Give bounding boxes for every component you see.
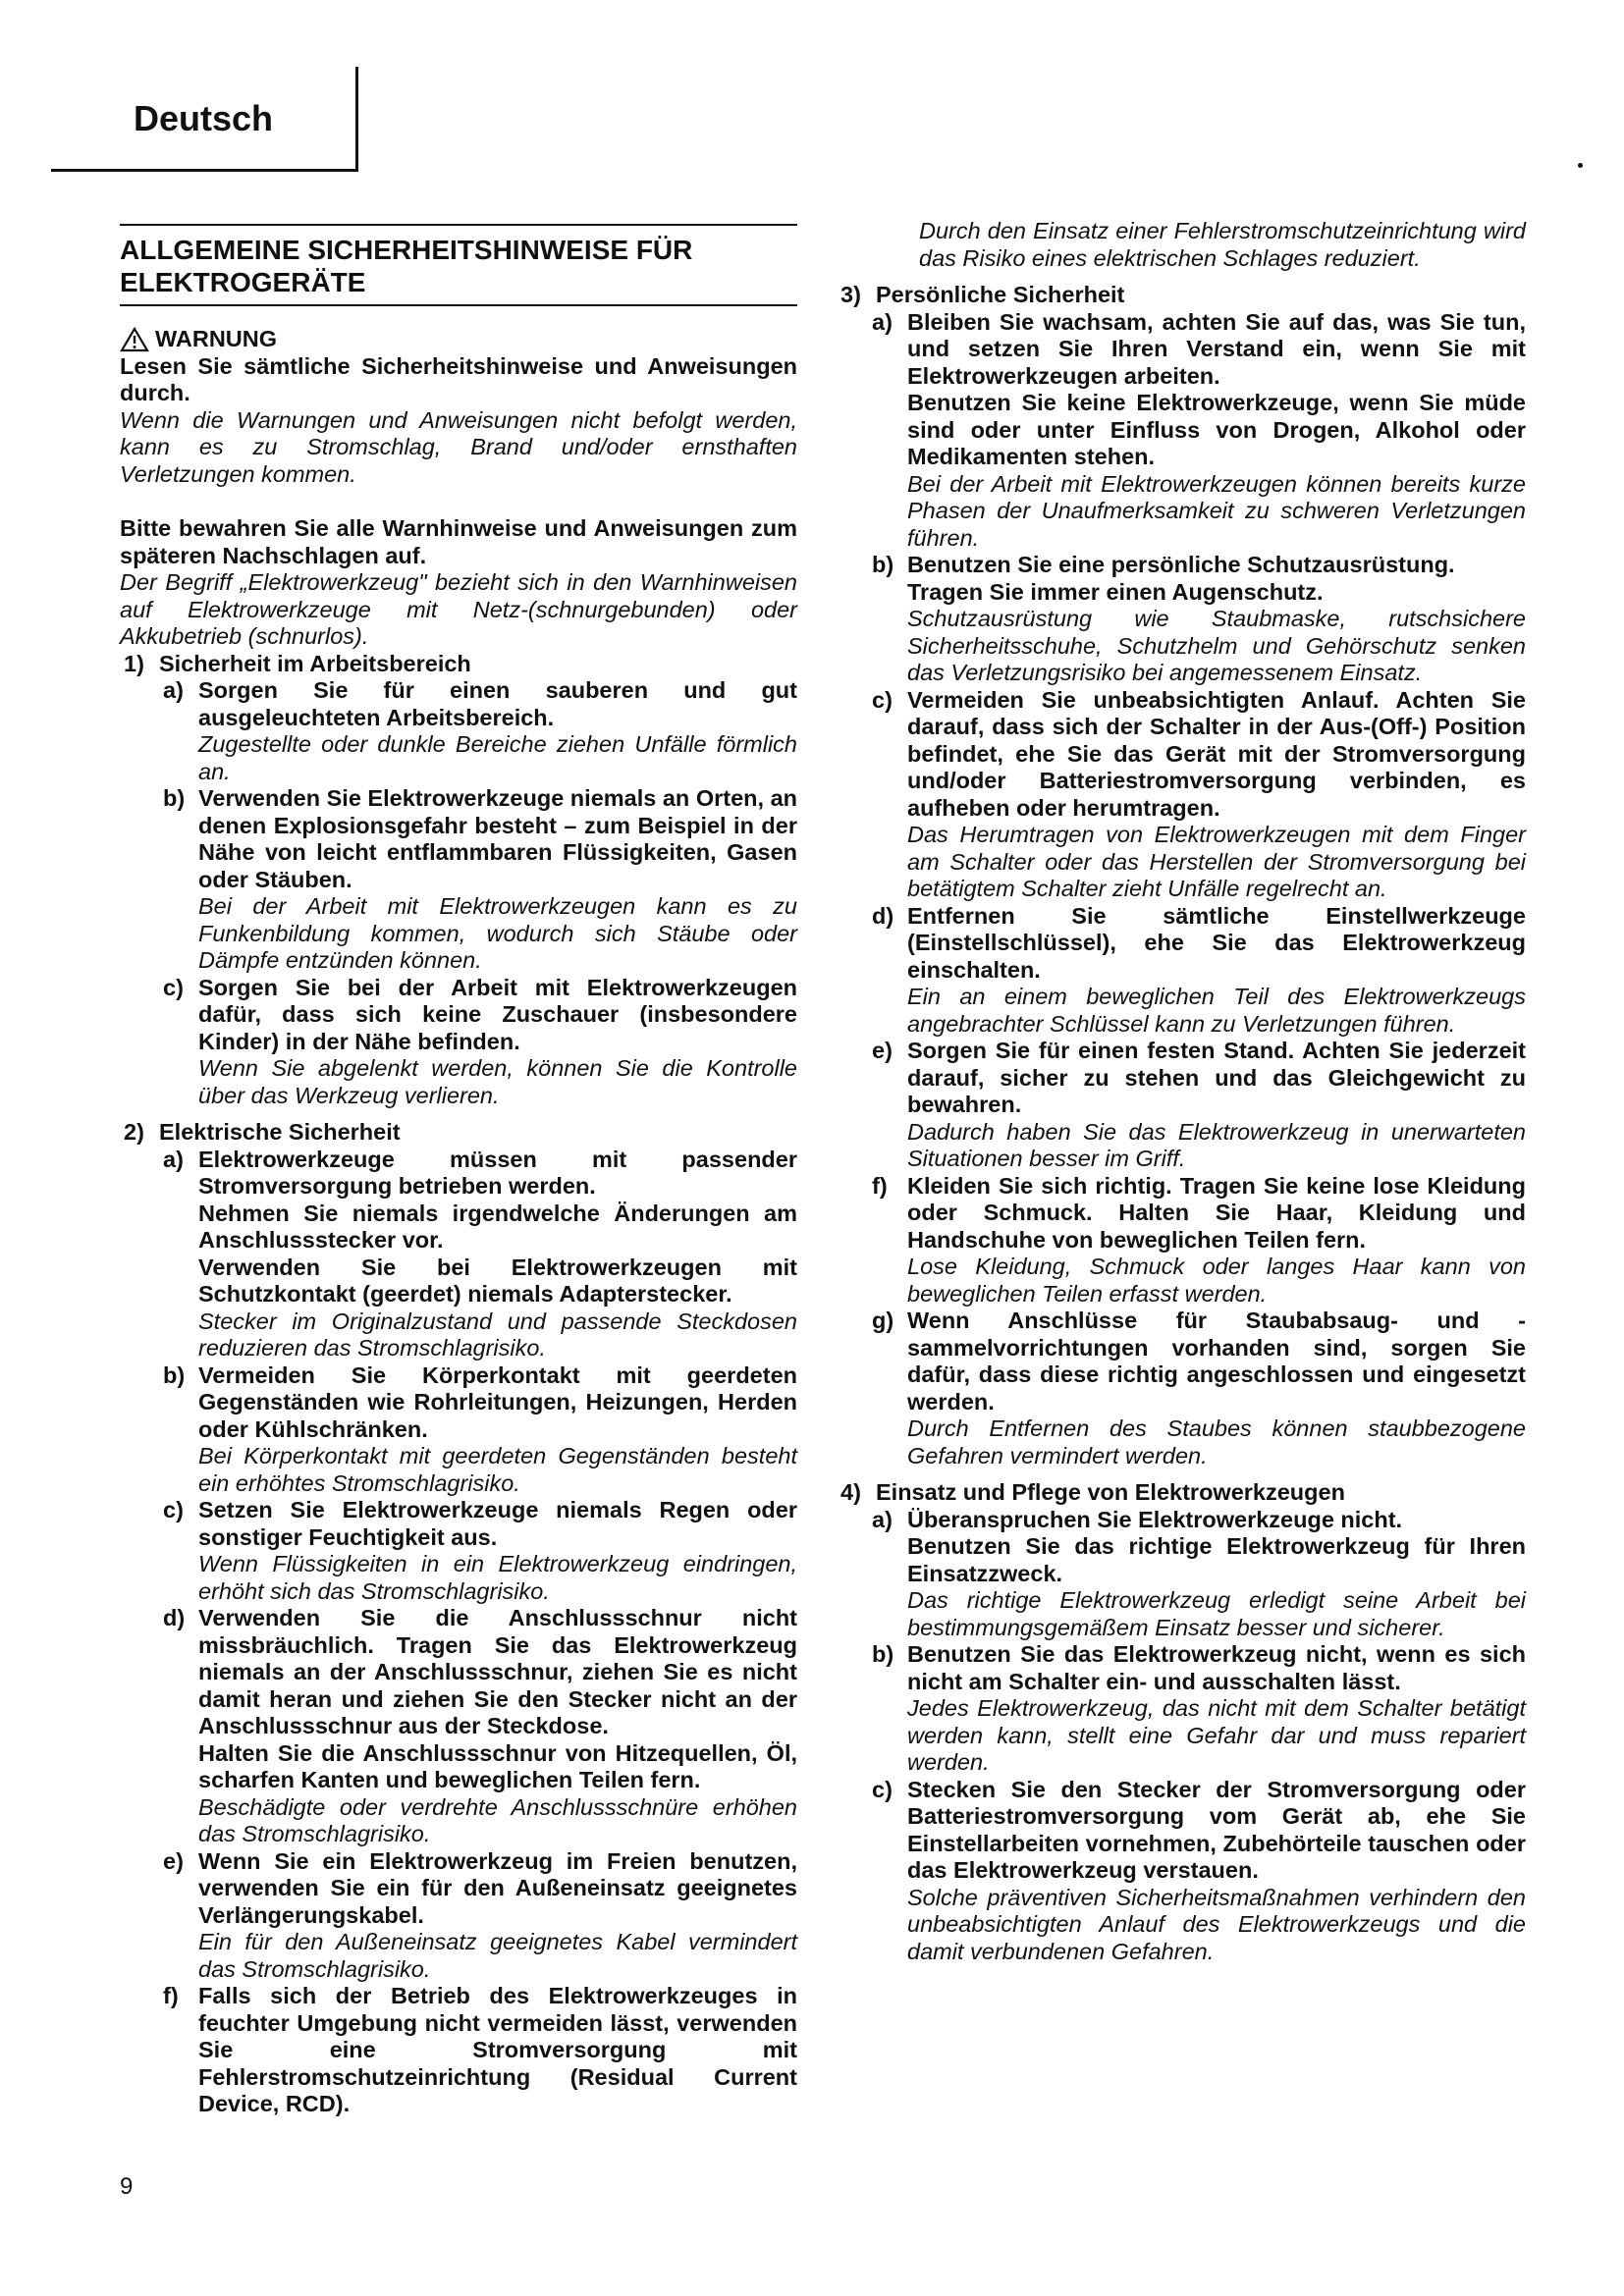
section-2-heading: 2) Elektrische Sicherheit — [124, 1119, 401, 1145]
page-number: 9 — [120, 2173, 134, 2200]
warning-italic: Wenn die Warnungen und Anweisungen nicht befolgt werden, kann es zu Stromschlag, Brand und/oder ernsthaften Verletzungen kommen. — [120, 406, 797, 487]
s3-item-g: g) Wenn Anschlüsse für Staubabsaug- und -sammelvorrichtungen vorhanden sind, sorgen Sie dafür, dass diese richtig angeschlossen und eingesetzt werden. Durch Entfernen des Staubes können staubbezogene Gefahren vermindert werden. — [872, 1308, 1526, 1468]
warning-triangle-icon — [120, 327, 149, 352]
s4-item-c: c) Stecken Sie den Stecker der Stromversorgung oder Batteriestromversorgung vom Gerät ab, ehe Sie Einstellarbeiten vornehmen, Zubehörteile tauschen oder das Elektrowerkzeug verstauen. Solche präventiven Sicherheitsmaßnahmen verhindern den unbeabsichtigten Anlauf des Elektrowerkzeugs und die damit verbundenen Gefahren. — [872, 1776, 1526, 1964]
s2-item-f-italic: Durch den Einsatz einer Fehlerstromschutzeinrichtung wird das Risiko eines elektrischen Schlages reduziert. — [919, 218, 1526, 271]
language-tab — [51, 67, 358, 172]
s3-item-f: f) Kleiden Sie sich richtig. Tragen Sie keine lose Kleidung oder Schmuck. Halten Sie Haar, Kleidung und Handschuhe von beweglichen Teilen fern. Lose Kleidung, Schmuck oder langes Haar kann von beweglichen Teilen erfasst werden. — [872, 1172, 1526, 1307]
s3-item-a: a) Bleiben Sie wachsam, achten Sie auf das, was Sie tun, und setzen Sie Ihren Verstand ein, wenn Sie mit Elektrowerkzeugen arbeiten. Benutzen Sie keine Elektrowerkzeuge, wenn Sie müde sind oder unter Einfluss von Drogen, Alkohol oder Medikamenten stehen. Bei der Arbeit mit Elektrowerkzeugen können bereits kurze Phasen der Unaufmerksamkeit zu schweren Verletzungen führen. — [872, 308, 1526, 551]
s4-item-b: b) Benutzen Sie das Elektrowerkzeug nicht, wenn es sich nicht am Schalter ein- und ausschalten lässt. Jedes Elektrowerkzeug, das nicht mit dem Schalter betätigt werden kann, stellt eine Gefahr dar und muss repariert werden. — [872, 1641, 1526, 1775]
keep-italic: Der Begriff „Elektrowerkzeug" bezieht sich in den Warnhinweisen auf Elektrowerkzeuge mit Netz-(schnurgebunden) oder Akkubetrieb (schnurlos). — [120, 569, 797, 649]
s1-item-b: b) Verwenden Sie Elektrowerkzeuge niemals an Orten, an denen Explosionsgefahr besteht – zum Beispiel in der Nähe von leicht entflammbaren Flüssigkeiten, Gasen oder Stäuben. Bei der Arbeit mit Elektrowerkzeugen kann es zu Funkenbildung kommen, wodurch sich Stäube oder Dämpfe entzünden können. — [163, 785, 797, 973]
warning-label: WARNUNG — [155, 326, 278, 351]
section-1-heading: 1) Sicherheit im Arbeitsbereich — [124, 650, 471, 676]
s4-item-a: a) Überanspruchen Sie Elektrowerkzeuge nicht. Benutzen Sie das richtige Elektrowerkzeug für Ihren Einsatzzweck. Das richtige Elektrowerkzeug erledigt seine Arbeit bei bestimmungsgemäßem Einsatz besser und sicherer. — [872, 1506, 1526, 1640]
right-column — [837, 218, 1526, 1965]
s2-item-a: a) Elektrowerkzeuge müssen mit passender Stromversorgung betrieben werden. Nehmen Sie niemals irgendwelche Änderungen am Anschlussstecker vor. Verwenden Sie bei Elektrowerkzeugen mit Schutzkontakt (geerdet) niemals Adapterstecker. Stecker im Originalzustand und passende Steckdosen reduzieren das Stromschlagrisiko. — [163, 1146, 797, 1361]
s3-item-e: e) Sorgen Sie für einen festen Stand. Achten Sie jederzeit darauf, sicher zu stehen und das Gleichgewicht zu bewahren. Dadurch haben Sie das Elektrowerkzeug in unerwarteten Situationen besser im Griff. — [872, 1038, 1526, 1171]
s1-item-c: c) Sorgen Sie bei der Arbeit mit Elektrowerkzeugen dafür, dass sich keine Zuschauer (insbesondere Kinder) in der Nähe befinden. Wenn Sie abgelenkt werden, können Sie die Kontrolle über das Werkzeug verlieren. — [163, 974, 797, 1108]
s2-item-e: e) Wenn Sie ein Elektrowerkzeug im Freien benutzen, verwenden Sie ein für den Außeneinsatz geeignetes Verlängerungskabel. Ein für den Außeneinsatz geeignetes Kabel vermindert das Stromschlagrisiko. — [163, 1847, 797, 1982]
section-4-heading: 4) Einsatz und Pflege von Elektrowerkzeugen — [840, 1479, 1345, 1505]
margin-dot — [1578, 163, 1583, 168]
language-label: Deutsch — [134, 98, 274, 138]
s2-item-d: d) Verwenden Sie die Anschlussschnur nicht missbräuchlich. Tragen Sie das Elektrowerkzeug niemals an der Anschlussschnur, ziehen Sie es nicht damit heran und ziehen Sie den Stecker nicht an der Anschlussschnur aus der Steckdose. Halten Sie die Anschlussschnur von Hitzequellen, Öl, scharfen Kanten und beweglichen Teilen fern. Beschädigte oder verdrehte Anschlussschnüre erhöhen das Stromschlagrisiko. — [163, 1605, 797, 1846]
s3-item-b: b) Benutzen Sie eine persönliche Schutzausrüstung. Tragen Sie immer einen Augenschutz. Schutzausrüstung wie Staubmaske, rutschsichere Sicherheitsschuhe, Schutzhelm und Gehörschutz senken das Verletzungsrisiko bei angemessenem Einsatz. — [872, 552, 1526, 685]
s2-item-c: c) Setzen Sie Elektrowerkzeuge niemals Regen oder sonstiger Feuchtigkeit aus. Wenn Flüssigkeiten in ein Elektrowerkzeug eindringen, erhöht sich das Stromschlagrisiko. — [163, 1497, 797, 1604]
warning-bold: Lesen Sie sämtliche Sicherheitshinweise und Anweisungen durch. — [120, 352, 797, 405]
warning-heading — [120, 326, 797, 353]
s1-item-a: a) Sorgen Sie für einen sauberen und gut ausgeleuchteten Arbeitsbereich. Zugestellte oder dunkle Bereiche ziehen Unfälle förmlich an. — [163, 677, 797, 784]
title-bottom-rule — [120, 304, 797, 306]
s2-item-f: f) Falls sich der Betrieb des Elektrowerkzeuges in feuchter Umgebung nicht vermeiden lässt, verwenden Sie eine Stromversorgung mit Fehlerstromschutzeinrichtung (Residual Current Device, RCD). — [163, 1983, 797, 2116]
left-column — [120, 218, 797, 2118]
keep-bold: Bitte bewahren Sie alle Warnhinweise und Anweisungen zum späteren Nachschlagen auf. — [120, 515, 797, 568]
s2-item-b: b) Vermeiden Sie Körperkontakt mit geerdeten Gegenständen wie Rohrleitungen, Heizungen, Herden oder Kühlschränken. Bei Körperkontakt mit geerdeten Gegenständen besteht ein erhöhtes Stromschlagrisiko. — [163, 1362, 797, 1496]
section-title: ALLGEMEINE SICHERHEITSHINWEISE FÜR ELEKTROGERÄTE — [120, 235, 693, 297]
s3-item-d: d) Entfernen Sie sämtliche Einstellwerkzeuge (Einstellschlüssel), ehe Sie das Elektrowerkzeug einschalten. Ein an einem beweglichen Teil des Elektrowerkzeugs angebrachter Schlüssel kann zu Verletzungen führen. — [872, 902, 1526, 1037]
section-3-heading: 3) Persönliche Sicherheit — [840, 282, 1125, 307]
s3-item-c: c) Vermeiden Sie unbeabsichtigten Anlauf. Achten Sie darauf, dass sich der Schalter in der Aus-(Off-) Position befindet, ehe Sie das Gerät mit der Stromversorgung und/oder Batteriestromversorgung verbinden, es aufheben oder herumtragen. Das Herumtragen von Elektrowerkzeugen mit dem Finger am Schalter oder das Herstellen der Stromversorgung bei betätigtem Schalter zieht Unfälle regelrecht an. — [872, 686, 1526, 901]
